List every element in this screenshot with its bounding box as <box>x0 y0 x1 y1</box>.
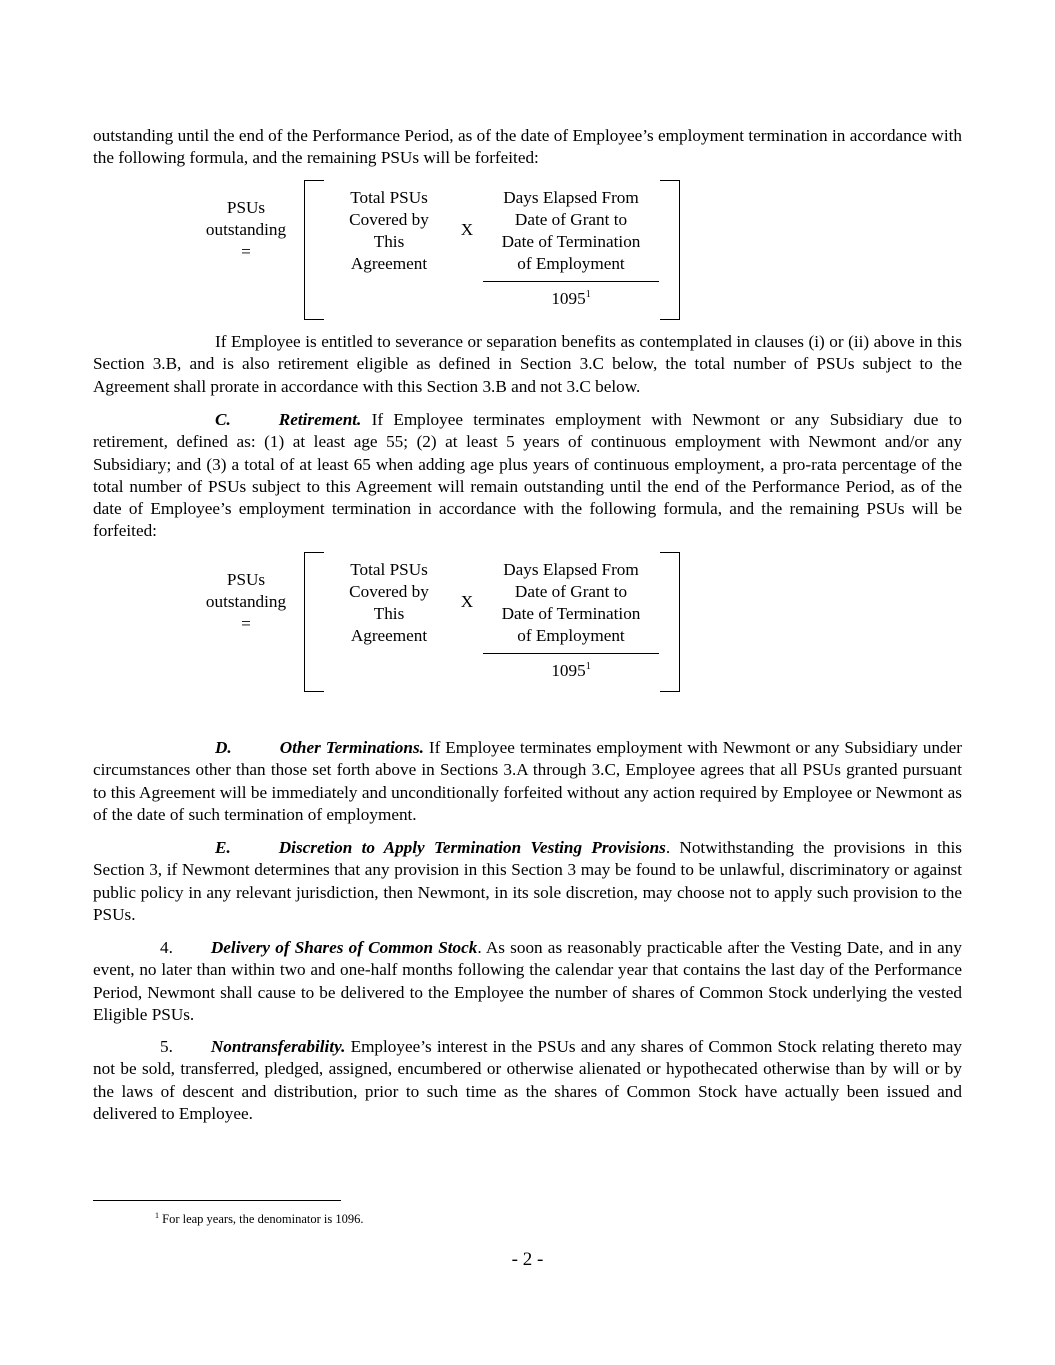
proration-formula-1 <box>0 180 1055 322</box>
section-heading: Other Terminations. <box>279 738 424 757</box>
left-bracket <box>304 180 324 320</box>
formula-total-psus: Total PSUs Covered by This Agreement <box>349 560 429 645</box>
section-4-delivery: 4. Delivery of Shares of Common Stock. As soon as reasonably practicable after the Vesting Date, and in any event, no later than within two and one-half months following the calendar year that contains the last day of the Performance Period, Newmont shall cause to be delivered to the Employee the number of shares of Common Stock underlying the vested Eligible PSUs. <box>93 938 962 1024</box>
footnote-separator <box>93 1200 341 1201</box>
right-bracket <box>660 552 680 692</box>
section-label: 5. <box>160 1037 173 1056</box>
multiply-sign: X <box>460 592 474 611</box>
section-label: E. <box>215 838 231 857</box>
multiply-sign: X <box>460 220 474 239</box>
left-bracket <box>304 552 324 692</box>
formula-numerator: Days Elapsed From Date of Grant to Date of Termination of Employment <box>501 188 641 273</box>
formula-total-psus: Total PSUs Covered by This Agreement <box>349 188 429 273</box>
section-heading: Delivery of Shares of Common Stock <box>210 938 478 957</box>
section-label: C. <box>215 410 231 429</box>
section-5-nontransferability: 5. Nontransferability. Employee’s interest in the PSUs and any shares of Common Stock relating thereto may not be sold, transferred, pledged, assigned, encumbered or otherwise alienated or hypothecated otherwise than by will or by the laws of descent and distribution, prior to such time as the shares of Common Stock have actually been issued and delivered to Employee. <box>93 1037 962 1123</box>
formula-lhs: PSUs outstanding = <box>205 570 287 633</box>
formula-denominator: 1095$^1$ <box>551 661 591 680</box>
footnote-ref[interactable]: 1 <box>585 289 591 300</box>
fraction-bar <box>483 653 659 654</box>
severance-paragraph: If Employee is entitled to severance or separation benefits as contemplated in clauses (i) or (ii) above in this Section 3.B, and is also retirement eligible as defined in Section 3.C below, the total number of PSUs subject to the Agreement shall prorate in accordance with this Section 3.B and not 3.C below. <box>93 332 962 396</box>
fraction-bar <box>483 281 659 282</box>
section-heading: Retirement. <box>278 410 362 429</box>
formula-denominator: 1095$^1$ <box>551 289 591 308</box>
footnote-ref[interactable]: 1 <box>585 661 591 672</box>
section-label: 4. <box>160 938 173 957</box>
footnote: $^1$ For leap years, the denominator is 1096. <box>155 1211 364 1226</box>
formula-lhs: PSUs outstanding = <box>205 198 287 261</box>
section-heading: Nontransferability. <box>210 1037 346 1056</box>
section-c-retirement: C. Retirement. If Employee terminates employment with Newmont or any Subsidiary due to retirement, defined as: (1) at least age 55; (2) at least 5 years of continuous employment with Newmont and/or any Subsidiary; and (3) a total of at least 65 when adding age plus years of continuous employment, a pro-rata percentage of the total number of PSUs subject to this Agreement will remain outstanding until the end of the Performance Period, as of the date of Employee’s employment termination in accordance with the following formula, and the remaining PSUs will be forfeited: <box>93 410 962 541</box>
proration-formula-2 <box>0 552 1055 694</box>
section-d-other-terminations: D. Other Terminations. If Employee terminates employment with Newmont or any Subsidiary under circumstances other than those set forth above in Sections 3.A through 3.C, Employee agrees that all PSUs granted pursuant to this Agreement will be immediately and unconditionally forfeited without any action required by Employee or Newmont as of the date of such termination of employment. <box>93 738 962 824</box>
section-e-discretion: E. Discretion to Apply Termination Vesting Provisions. Notwithstanding the provisions in this Section 3, if Newmont determines that any provision in this Section 3 may be found to be unlawful, discriminatory or against public policy in any relevant jurisdiction, then Newmont, in its sole discretion, may choose not to apply such provision to the PSUs. <box>93 838 962 924</box>
page-number: - 2 - <box>511 1249 544 1270</box>
intro-paragraph: outstanding until the end of the Performance Period, as of the date of Employee’s employment termination in accordance with the following formula, and the remaining PSUs will be forfeited: <box>93 126 962 168</box>
formula-numerator: Days Elapsed From Date of Grant to Date of Termination of Employment <box>501 560 641 645</box>
section-label: D. <box>215 738 232 757</box>
section-heading: Discretion to Apply Termination Vesting Provisions <box>278 838 666 857</box>
right-bracket <box>660 180 680 320</box>
